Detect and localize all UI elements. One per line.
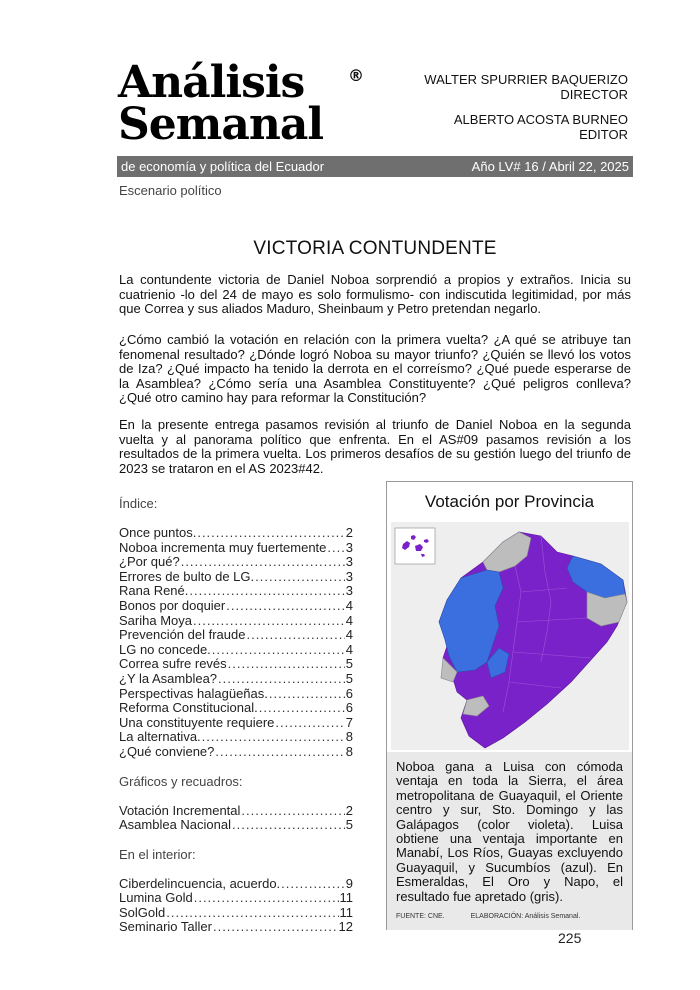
toc-title: Sariha Moya [119, 612, 192, 628]
tagline: de economía y política del Ecuador [121, 159, 325, 174]
leader-dots [269, 687, 345, 702]
toc-page: 4 [345, 612, 353, 628]
toc-entry [119, 570, 353, 585]
leader-dots [215, 745, 344, 760]
leader-dots [189, 584, 344, 599]
toc-page: 6 [345, 700, 353, 716]
toc-entry [119, 526, 353, 541]
toc-title: Correa sufre revés [119, 656, 227, 672]
toc-entry [119, 657, 353, 672]
toc-page: 3 [345, 554, 353, 570]
toc-entry [119, 614, 353, 629]
toc-page: 4 [345, 597, 353, 613]
leader-dots [246, 628, 344, 643]
toc-title: Perspectivas halagüeñas. [119, 685, 268, 701]
toc-entry [119, 716, 353, 731]
map-source-line [396, 910, 580, 924]
toc-entry [119, 701, 353, 716]
toc-page: 5 [345, 670, 353, 686]
toc-page: 4 [345, 627, 353, 643]
leader-dots [213, 920, 338, 935]
page-number: 225 [558, 930, 582, 946]
inside-list-title: Seminario Taller [119, 919, 212, 935]
toc-entry [119, 643, 353, 658]
chart-list-entry [119, 804, 353, 819]
inside-heading: En el interior: [119, 846, 196, 862]
toc-title: Reforma Constitucional. [119, 700, 258, 716]
toc-entry [119, 584, 353, 599]
leader-dots [218, 672, 345, 687]
leader-dots [232, 818, 345, 833]
inside-list-entry [119, 906, 353, 921]
intro-paragraph: La contundente victoria de Daniel Noboa sorprendió a propios y extraños. Inicia su cuatrienio -lo del 24 de mayo es solo formulismo- con indiscutida legitimidad, por más que Correa y sus aliados Maduro, Sheinbaum y Petro pretendan negarlo. [119, 272, 631, 317]
inside-list-page: 11 [339, 904, 353, 920]
toc-title: Errores de bulto de LG. [119, 568, 255, 584]
toc-page: 5 [345, 656, 353, 672]
map-caption: Noboa gana a Luisa con cómoda ventaja en toda la Sierra, el área metropolitana de Guayaquil, el Oriente centro y sur, Sto. Domingo y las Galápagos (color violeta). Luisa obtiene una ventaja importante en Manabí, Los Ríos, Guayas excluyendo Guayaquil, y Sucumbíos (azul). En Esmeraldas, El Oro y Napo, el resultado fue apretado (gris). [396, 759, 623, 904]
map-svg [391, 522, 629, 750]
leader-dots [241, 804, 344, 819]
toc-page: 6 [345, 685, 353, 701]
toc-entry [119, 730, 353, 745]
toc-title: Prevención del fraude [119, 627, 246, 643]
toc-entry [119, 672, 353, 687]
inside-list-entry [119, 920, 353, 935]
toc-page: 3 [345, 568, 353, 584]
inside-list-entry [119, 891, 353, 906]
overview-paragraph: En la presente entrega pasamos revisión al triunfo de Daniel Noboa en la segunda vuelta y al panorama político que enfrenta. En el AS#09 pasamos revisión a los resultados de la primera vuelta. Los primeros desafíos de su gestión luego del triunfo de 2023 se trataron en el AS 2023#42. [119, 417, 631, 476]
toc-page: 3 [345, 583, 353, 599]
toc-title: La alternativa. [119, 729, 201, 745]
toc-entry [119, 599, 353, 614]
registered-mark: ® [348, 66, 364, 85]
chart-list-entry [119, 818, 353, 833]
toc-entry [119, 555, 353, 570]
toc-title: Bonos por doquier [119, 597, 226, 613]
toc-page: 3 [345, 539, 353, 555]
director-role: DIRECTOR [560, 87, 628, 102]
leader-dots [259, 701, 345, 716]
logo-line-1: Análisis [118, 57, 305, 108]
leader-dots [194, 891, 339, 906]
toc-entry [119, 628, 353, 643]
leader-dots [193, 614, 345, 629]
inside-list-entry [119, 877, 353, 892]
toc-title: Una constituyente requiere [119, 714, 275, 730]
editor-name: ALBERTO ACOSTA BURNEO [453, 112, 628, 127]
leader-dots [202, 730, 345, 745]
leader-dots [226, 599, 345, 614]
charts-heading: Gráficos y recuadros: [119, 773, 243, 789]
editor-role: EDITOR [579, 127, 628, 142]
inside-list-title: Lumina Gold [119, 890, 193, 906]
masthead-band [117, 156, 633, 177]
questions-paragraph: ¿Cómo cambió la votación en relación con la primera vuelta? ¿A qué se atribuye tan fenomenal resultado? ¿Dónde logró Noboa su mayor triunfo? ¿Quién se llevó los votos de Iza? ¿Qué impacto ha tenido la derrota en el correísmo? ¿Qué puede esperarse de la Asamblea? ¿Cómo sería una Asamblea Constituyente? ¿Qué peligros conlleva? ¿Qué otro camino hay para reformar la Constitución? [119, 332, 631, 406]
leader-dots [181, 555, 345, 570]
toc-entry [119, 745, 353, 760]
toc-page: 7 [345, 714, 353, 730]
map-caption-box [387, 752, 632, 930]
leader-dots [255, 570, 345, 585]
logo-line-2: Semanal [118, 99, 324, 150]
leader-dots [166, 906, 338, 921]
toc-title: ¿Qué conviene? [119, 743, 215, 759]
toc-entry [119, 541, 353, 556]
section-label: Escenario político [119, 183, 222, 198]
leader-dots [212, 643, 345, 658]
toc-title: ¿Por qué? [119, 554, 180, 570]
toc-entry [119, 687, 353, 702]
ecuador-map [391, 522, 629, 750]
inside-list-page: 11 [339, 890, 353, 906]
masthead-logo [118, 57, 368, 152]
inside-list-page: 12 [338, 919, 353, 935]
toc-title: ¿Y la Asamblea? [119, 670, 218, 686]
leader-dots [281, 877, 345, 892]
toc-title: Rana René. [119, 583, 189, 599]
table-of-contents [119, 496, 353, 935]
toc-page: 8 [345, 743, 353, 759]
chart-list-page: 5 [345, 817, 353, 833]
chart-list-title: Asamblea Nacional [119, 817, 232, 833]
headline: VICTORIA CONTUNDENTE [253, 238, 497, 259]
leader-dots [228, 657, 345, 672]
inside-list-page: 9 [345, 875, 353, 891]
toc-page: 2 [345, 525, 353, 540]
map-credit: ELABORACIÓN: Análisis Semanal. [470, 912, 581, 920]
inside-list-title: SolGold [119, 904, 166, 920]
map-title: Votación por Provincia [424, 492, 595, 511]
chart-list-page: 2 [345, 802, 353, 818]
issue-info: Año LV# 16 / Abril 22, 2025 [471, 159, 629, 174]
toc-title: Noboa incrementa muy fuertemente [119, 539, 327, 555]
toc-heading: Índice: [119, 496, 158, 511]
leader-dots [275, 716, 344, 731]
chart-list-title: Votación Incremental [119, 802, 241, 818]
toc-title: LG no concede. [119, 641, 211, 657]
map-figure [386, 481, 633, 930]
toc-page: 8 [345, 729, 353, 745]
map-source: FUENTE: CNE. [396, 912, 445, 920]
leader-dots [197, 526, 344, 541]
staff-credits [424, 72, 628, 142]
inside-list-title: Ciberdelincuencia, acuerdo. [119, 875, 281, 891]
leader-dots [327, 541, 344, 556]
toc-page: 4 [345, 641, 353, 657]
director-name: WALTER SPURRIER BAQUERIZO [424, 72, 628, 87]
toc-title: Once puntos. [119, 525, 197, 540]
